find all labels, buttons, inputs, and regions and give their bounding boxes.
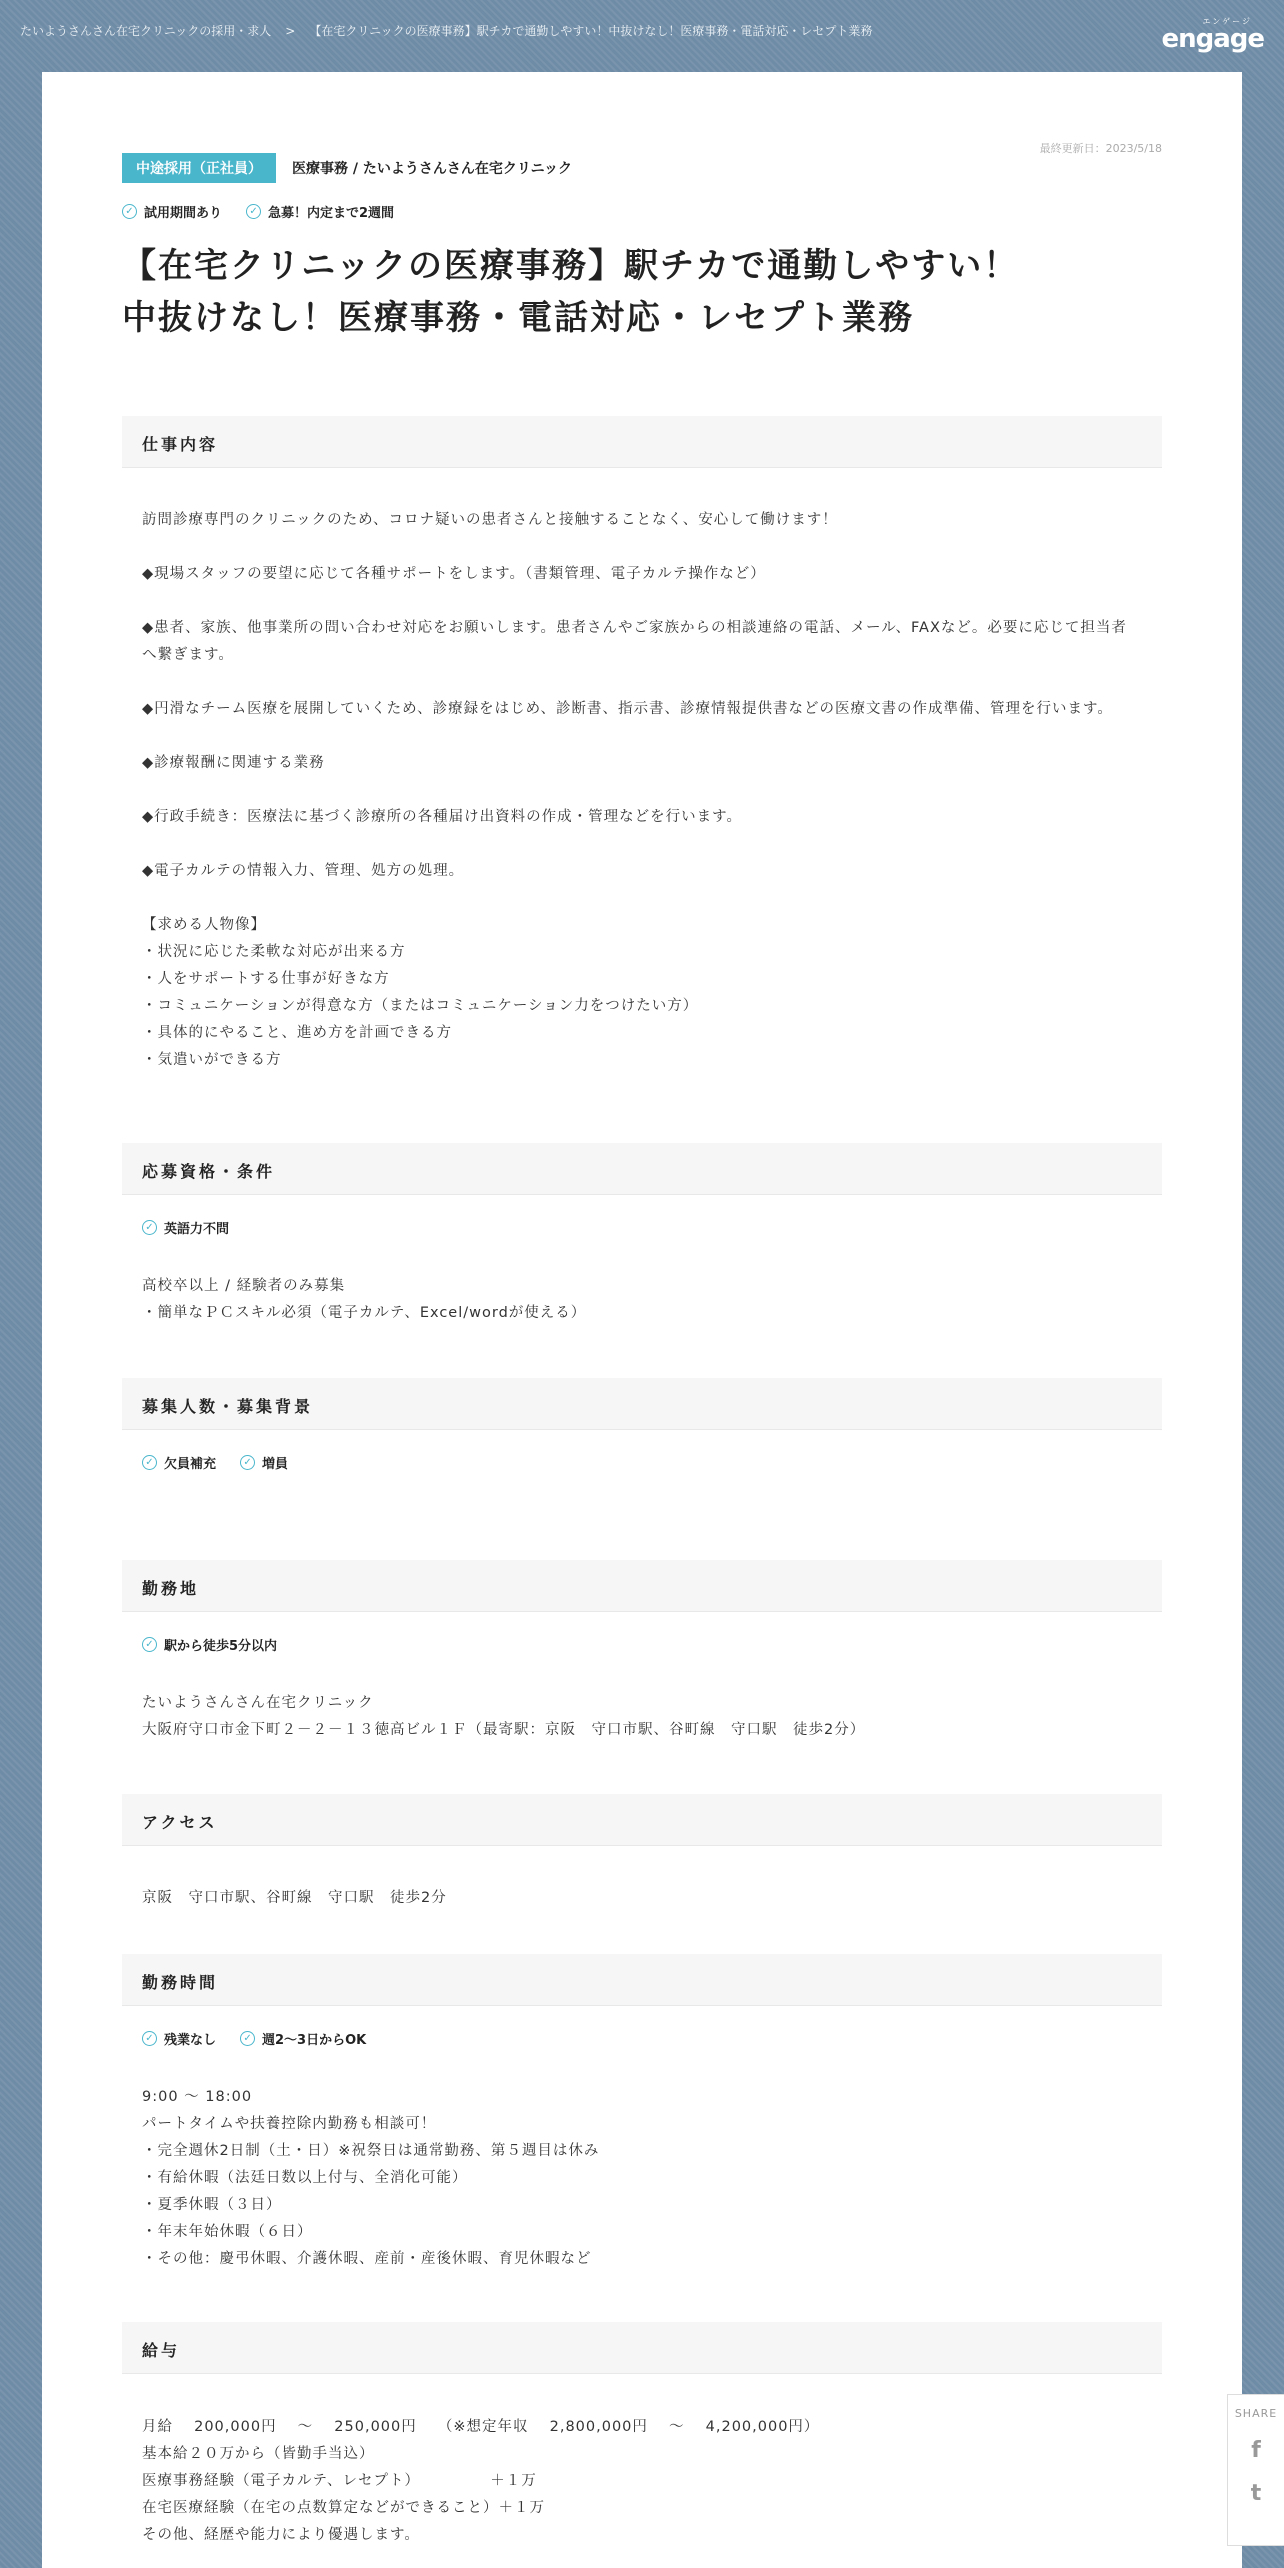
tag-label: 駅から徒歩5分以内 — [164, 1639, 278, 1654]
tag-label: 残業なし — [164, 2033, 217, 2048]
text-line: 【求める人物像】 — [142, 917, 266, 933]
company-line: 医療事務 / たいようさんさん在宅クリニック — [292, 161, 573, 177]
last-updated: 最終更新日：2023/5/18 — [1039, 142, 1162, 155]
text-line: ◆行政手続き：医療法に基づく診療所の各種届け出資料の作成・管理などを行います。 — [142, 809, 742, 825]
text-line — [142, 588, 1142, 615]
text-line: ・年末年始休暇（６日） — [142, 2224, 313, 2240]
text-line: その他、経歴や能力により優遇します。 — [142, 2527, 420, 2543]
text-line: ・具体的にやること、進め方を計画できる方 — [142, 1025, 452, 1041]
tag-label: 増員 — [262, 1457, 289, 1472]
location-tags — [142, 1635, 301, 1654]
section-heading-access — [122, 1794, 1162, 1846]
employment-type-badge: 中途採用（正社員） — [122, 153, 276, 183]
recruit-tags — [142, 1453, 312, 1472]
breadcrumb — [20, 22, 872, 39]
text-line: ・簡単なＰＣスキル必須（電子カルテ、Excel/wordが使える） — [142, 1305, 587, 1321]
check-icon: ✓ — [142, 1455, 157, 1470]
twitter-icon[interactable]: t — [1250, 2481, 1262, 2506]
top-tags — [122, 202, 418, 221]
hours-tags — [142, 2029, 390, 2048]
check-icon: ✓ — [142, 1637, 157, 1652]
section-heading-work — [122, 416, 1162, 468]
logo-word: engage — [1161, 24, 1264, 54]
text-line: 9:00 ～ 18:00 — [142, 2089, 253, 2105]
engage-logo[interactable] — [1161, 16, 1264, 54]
tag-label: 英語力不問 — [164, 1222, 230, 1237]
section-heading-label: 応募資格・条件 — [142, 1162, 276, 1181]
qualification-text — [142, 1273, 1142, 1327]
text-line — [142, 831, 1142, 858]
qualification-tags — [142, 1218, 253, 1237]
top-bar — [0, 0, 1284, 62]
text-line: 高校卒以上 / 経験者のみ募集 — [142, 1278, 346, 1294]
section-heading-location — [122, 1560, 1162, 1612]
job-title — [122, 240, 1162, 344]
check-icon: ✓ — [142, 2031, 157, 2046]
text-line — [142, 534, 1142, 561]
text-line — [142, 723, 1142, 750]
hours-text — [142, 2084, 1142, 2273]
text-line: ・コミュニケーションが得意な方（またはコミュニケーション力をつけたい方） — [142, 998, 699, 1014]
text-line: ・有給休暇（法廷日数以上付与、全消化可能） — [142, 2170, 468, 2186]
salary-text — [142, 2414, 1142, 2549]
tag — [142, 2029, 216, 2048]
breadcrumb-separator: > — [285, 24, 296, 38]
text-line: たいようさんさん在宅クリニック — [142, 1695, 374, 1711]
tag — [240, 1453, 288, 1472]
tag-label: 急募！内定まで2週間 — [268, 206, 395, 221]
text-line: ・その他：慶弔休暇、介護休暇、産前・産後休暇、育児休暇など — [142, 2251, 592, 2267]
check-icon: ✓ — [240, 2031, 255, 2046]
text-line: 訪問診療専門のクリニックのため、コロナ疑いの患者さんと接触することなく、安心して働けます！ — [142, 512, 838, 528]
text-line: ・完全週休2日制（土・日）※祝祭日は通常勤務、第５週目は休み — [142, 2143, 600, 2159]
check-icon: ✓ — [246, 204, 261, 219]
text-line — [142, 777, 1142, 804]
text-line: ◆電子カルテの情報入力、管理、処方の処理。 — [142, 863, 465, 879]
tag-label: 試用期間あり — [144, 206, 223, 221]
location-text — [142, 1690, 1142, 1744]
facebook-icon[interactable]: f — [1251, 2438, 1261, 2463]
text-line: ◆患者、家族、他事業所の問い合わせ対応をお願いします。患者さんやご家族からの相談連絡の電話、メール、FAXなど。必要に応じて担当者へ繋ぎます。 — [142, 620, 1127, 663]
section-heading-label: 仕事内容 — [142, 435, 219, 454]
section-heading-recruit — [122, 1378, 1162, 1430]
section-heading-qualification — [122, 1143, 1162, 1195]
breadcrumb-company-link[interactable]: たいようさんさん在宅クリニックの採用・求人 — [20, 24, 272, 38]
share-label: SHARE — [1234, 2407, 1278, 2420]
section-heading-label: 勤務時間 — [142, 1973, 219, 1992]
section-heading-salary — [122, 2322, 1162, 2374]
text-line: パートタイムや扶養控除内勤務も相談可！ — [142, 2116, 437, 2132]
tag — [142, 1635, 277, 1654]
tag-label: 欠員補充 — [164, 1457, 217, 1472]
tag-label: 週2～3日からOK — [262, 2033, 367, 2048]
text-line: ・状況に応じた柔軟な対応が出来る方 — [142, 944, 406, 960]
text-line: ◆診療報酬に関連する業務 — [142, 755, 325, 771]
work-description — [142, 507, 1142, 1074]
tag — [122, 202, 222, 221]
text-line: 医療事務経験（電子カルテ、レセプト） ＋１万 — [142, 2473, 537, 2489]
access-text — [142, 1885, 1142, 1912]
check-icon: ✓ — [122, 204, 137, 219]
text-line: ◆現場スタッフの要望に応じて各種サポートをします。（書類管理、電子カルテ操作など） — [142, 566, 766, 582]
tag — [142, 1453, 216, 1472]
section-heading-hours — [122, 1954, 1162, 2006]
job-card — [42, 72, 1242, 2568]
section-heading-label: 給与 — [142, 2341, 181, 2360]
text-line: ・夏季休暇（３日） — [142, 2197, 282, 2213]
tag — [246, 202, 394, 221]
section-heading-label: アクセス — [142, 1813, 218, 1832]
text-line: ◆円滑なチーム医療を展開していくため、診療録をはじめ、診断書、指示書、診療情報提供書などの医療文書の作成準備、管理を行います。 — [142, 701, 1113, 717]
logo-kana: エンゲージ — [1202, 17, 1252, 26]
text-line: 月給 200,000円 ～ 250,000円 （※想定年収 2,800,000円 ～ 4,200,000円） — [142, 2419, 820, 2435]
job-title-line: 中抜けなし！医療事務・電話対応・レセプト業務 — [122, 298, 914, 338]
text-line: 大阪府守口市金下町２－２－１３徳高ビル１Ｆ（最寄駅：京阪 守口市駅、谷町線 守口駅 徒歩2分） — [142, 1722, 866, 1738]
tag — [240, 2029, 366, 2048]
share-panel — [1227, 2394, 1284, 2546]
tag — [142, 1218, 229, 1237]
text-line: 基本給２０万から（皆勤手当込） — [142, 2446, 375, 2462]
text-line: 在宅医療経験（在宅の点数算定などができること）＋１万 — [142, 2500, 545, 2516]
check-icon: ✓ — [142, 1220, 157, 1235]
text-line — [142, 885, 1142, 912]
job-meta — [122, 154, 572, 182]
text-line: ・気遣いができる方 — [142, 1052, 282, 1068]
check-icon: ✓ — [240, 1455, 255, 1470]
section-heading-label: 勤務地 — [142, 1579, 200, 1598]
text-line: 京阪 守口市駅、谷町線 守口駅 徒歩2分 — [142, 1890, 447, 1906]
job-title-line: 【在宅クリニックの医療事務】駅チカで通勤しやすい！ — [122, 246, 1020, 286]
breadcrumb-current: 【在宅クリニックの医療事務】駅チカで通勤しやすい！中抜けなし！医療事務・電話対応・レセプト業務 — [309, 24, 873, 38]
text-line: ・人をサポートする仕事が好きな方 — [142, 971, 390, 987]
section-heading-label: 募集人数・募集背景 — [142, 1397, 314, 1416]
text-line — [142, 669, 1142, 696]
